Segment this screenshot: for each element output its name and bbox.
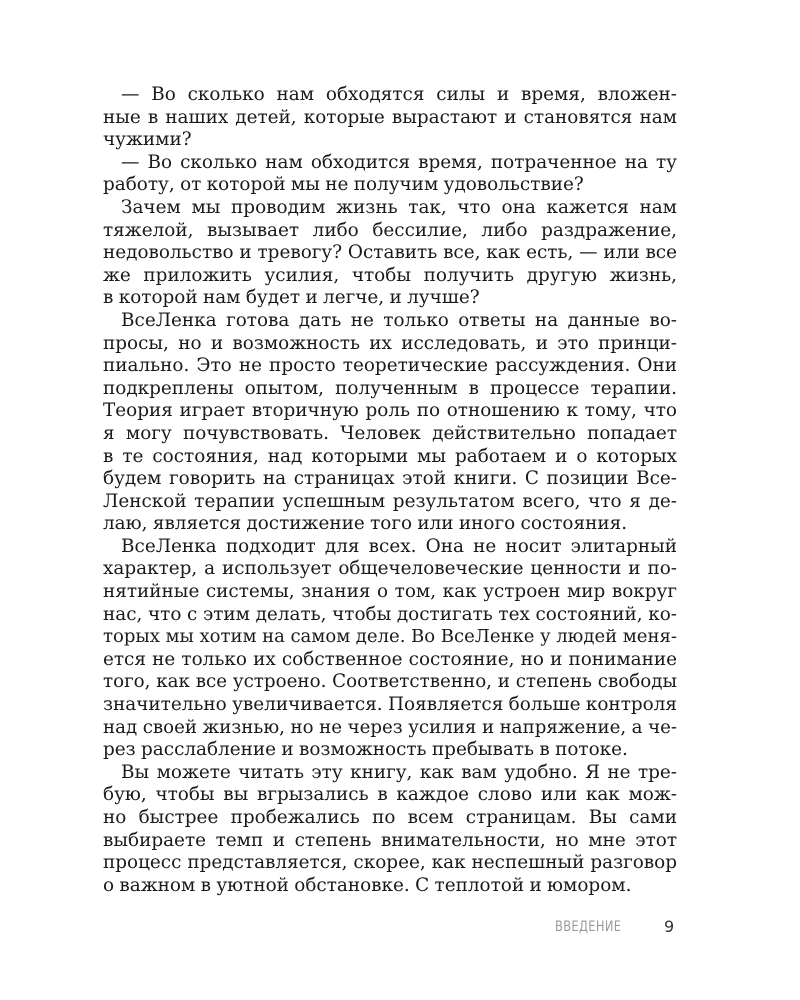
text-line: значительно увеличивается. Появляется больше контроля xyxy=(103,694,677,716)
text-line: нас, что с этим делать, чтобы достигать тех состояний, ко- xyxy=(103,603,677,625)
paragraph xyxy=(103,196,677,310)
text-line: ные в наших детей, которые вырастают и становятся нам xyxy=(103,106,677,128)
text-line: над своей жизнью, но не через усилия и напряжение, а че- xyxy=(103,716,677,738)
text-line: будем говорить на страницах этой книги. С позиции Все- xyxy=(103,468,677,490)
text-line: подкреплены опытом, полученным в процессе терапии. xyxy=(103,377,677,399)
paragraph xyxy=(103,84,677,152)
text-line: того, как все устроено. Соответственно, и степень свободы xyxy=(103,671,677,693)
paragraph xyxy=(103,535,677,762)
text-line: о важном в уютной обстановке. С теплотой и юмором. xyxy=(103,874,632,896)
text-line: лаю, является достижение того или иного состояния. xyxy=(103,513,628,535)
running-footer-section: ВВЕДЕНИЕ xyxy=(555,919,622,935)
text-line: ВсеЛенка подходит для всех. Она не носит элитарный xyxy=(121,535,677,557)
text-line: Теория играет вторичную роль по отношению к тому, что xyxy=(103,400,677,422)
text-line: рез расслабление и возможность пребывать в потоке. xyxy=(103,739,628,761)
text-line: Ленской терапии успешным результатом всего, что я де- xyxy=(103,490,677,512)
text-line: Зачем мы проводим жизнь так, что она кажется нам xyxy=(121,196,677,218)
text-line: бую, чтобы вы вгрызались в каждое слово или как мож- xyxy=(103,784,677,806)
text-line: торых мы хотим на самом деле. Во ВсеЛенке у людей меня- xyxy=(103,626,677,648)
text-line: просы, но и возможность их исследовать, и это принци- xyxy=(103,332,677,354)
text-line: я могу почувствовать. Человек действительно попадает xyxy=(103,422,677,444)
text-line: в которой нам будет и легче, и лучше? xyxy=(103,287,480,309)
text-line: процесс представляется, скорее, как неспешный разговор xyxy=(103,852,677,874)
text-line: чужими? xyxy=(103,129,192,151)
text-line: выбираете темп и степень внимательности, но мне этот xyxy=(103,829,677,851)
text-line: — Во сколько нам обходятся силы и время, вложен- xyxy=(121,84,677,105)
page-number: 9 xyxy=(664,917,675,936)
body-text xyxy=(103,84,677,897)
paragraph xyxy=(103,151,677,197)
text-line: тяжелой, вызывает либо бессилие, либо раздражение, xyxy=(103,219,677,241)
text-line: в те состояния, над которыми мы работаем и о которых xyxy=(103,445,677,467)
paragraph xyxy=(103,761,677,898)
text-line: — Во сколько нам обходится время, потраченное на ту xyxy=(121,151,677,173)
text-line: характер, а использует общечеловеческие ценности и по- xyxy=(103,558,677,580)
paragraph xyxy=(103,309,677,536)
text-line: работу, от которой мы не получим удовольствие? xyxy=(103,174,584,196)
text-line: недовольство и тревогу? Оставить все, как есть, — или все xyxy=(103,242,677,264)
text-line: ется не только их собственное состояние, но и понимание xyxy=(103,648,677,670)
text-line: нятийные системы, знания о том, как устроен мир вокруг xyxy=(103,581,677,603)
text-line: но быстрее пробежались по всем страницам. Вы сами xyxy=(103,807,677,828)
text-line: ВсеЛенка готова дать не только ответы на данные во- xyxy=(121,309,677,331)
text-line: Вы можете читать эту книгу, как вам удобно. Я не тре- xyxy=(121,761,677,783)
text-line: пиально. Это не просто теоретические рассуждения. Они xyxy=(103,355,677,377)
text-line: же приложить усилия, чтобы получить другую жизнь, xyxy=(103,264,677,286)
